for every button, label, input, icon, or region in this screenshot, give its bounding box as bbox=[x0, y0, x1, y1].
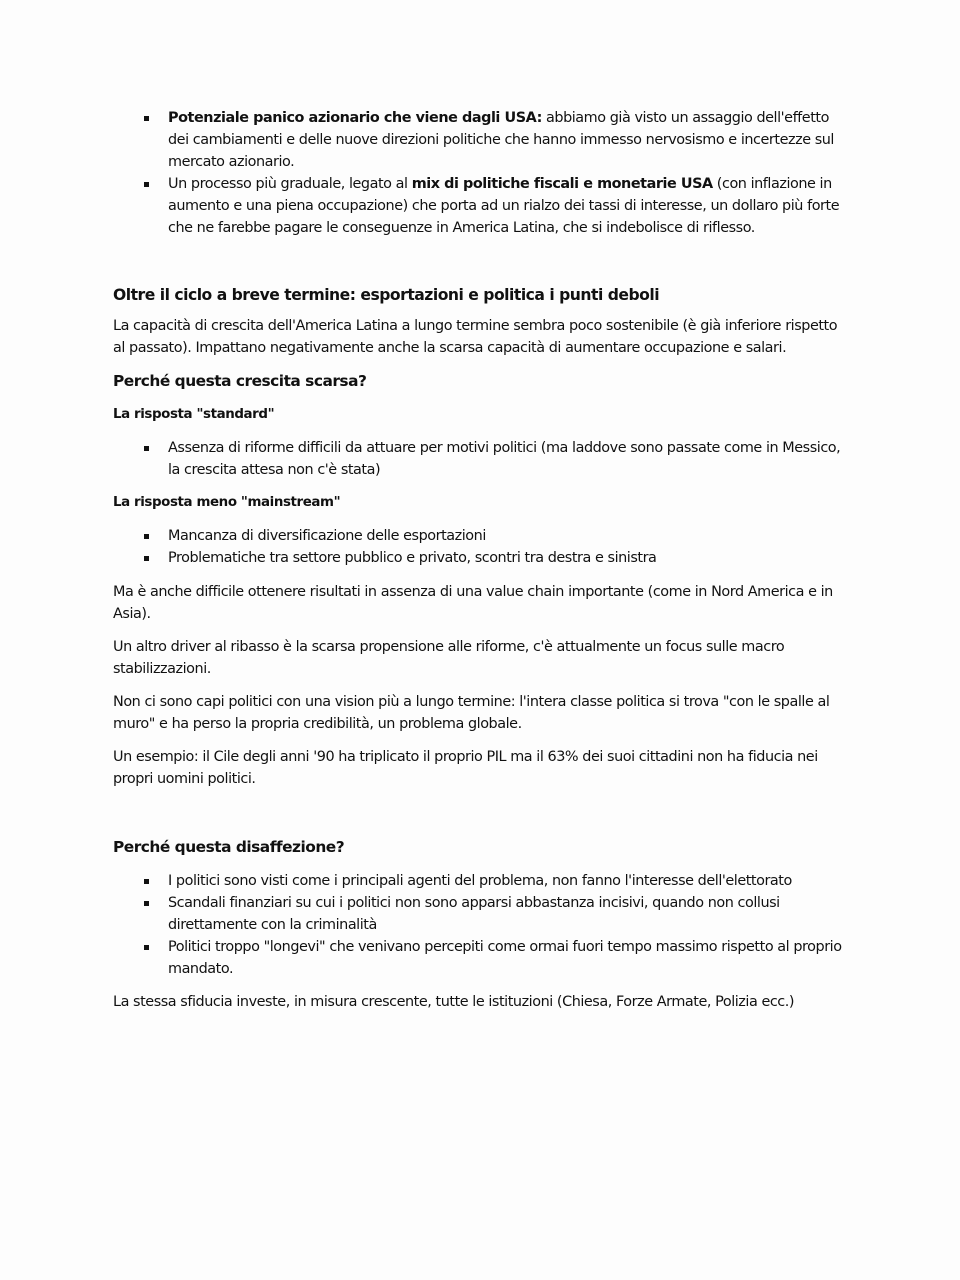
minor-heading-standard: La risposta "standard" bbox=[113, 407, 275, 422]
minor-heading-mainstream: La risposta meno "mainstream" bbox=[113, 495, 341, 510]
list-item: Assenza di riforme difficili da attuare per motivi politici (ma laddove sono passate come in Messico, la crescita attesa non c'è stata) bbox=[168, 437, 853, 481]
list-item bbox=[168, 173, 853, 239]
standard-bullet-list bbox=[113, 437, 853, 481]
bullet-bold-phrase: mix di politiche fiscali e monetarie USA bbox=[411, 176, 713, 192]
list-item bbox=[168, 107, 853, 173]
bullet-text: (con inflazione in aumento e una piena occupazione) che porta ad un rialzo dei tassi di interesse, un dollaro più forte che ne farebbe pagare le conseguenze in America Latina, che si indebolisce di riflesso. bbox=[168, 176, 840, 236]
list-item: Scandali finanziari su cui i politici non sono apparsi abbastanza incisivi, quando non collusi direttamente con la criminalità bbox=[168, 892, 853, 936]
bullet-bold-lead: Potenziale panico azionario che viene dagli USA: bbox=[168, 110, 542, 126]
disaffection-bullet-list bbox=[113, 870, 853, 980]
section-heading: Oltre il ciclo a breve termine: esportazioni e politica i punti deboli bbox=[113, 286, 660, 304]
list-item: Problematiche tra settore pubblico e privato, scontri tra destra e sinistra bbox=[168, 547, 853, 569]
document-content bbox=[113, 107, 853, 1013]
paragraph: Un altro driver al ribasso è la scarsa propensione alle riforme, c'è attualmente un focus sulle macro stabilizzazioni. bbox=[113, 639, 785, 677]
list-item: Mancanza di diversificazione delle esportazioni bbox=[168, 525, 853, 547]
list-item: I politici sono visti come i principali agenti del problema, non fanno l'interesse dell'elettorato bbox=[168, 870, 853, 892]
paragraph: La capacità di crescita dell'America Latina a lungo termine sembra poco sostenibile (è già inferiore rispetto al passato). Impattano negativamente anche la scarsa capacità di aumentare occupazione e salari. bbox=[113, 318, 838, 356]
list-item: Politici troppo "longevi" che venivano percepiti come ormai fuori tempo massimo rispetto al proprio mandato. bbox=[168, 936, 853, 980]
closing-paragraph: La stessa sfiducia investe, in misura crescente, tutte le istituzioni (Chiesa, Forze Armate, Polizia ecc.) bbox=[113, 994, 795, 1010]
subsection-heading: Perché questa crescita scarsa? bbox=[113, 372, 367, 390]
paragraph: Un esempio: il Cile degli anni '90 ha triplicato il proprio PIL ma il 63% dei suoi cittadini non ha fiducia nei propri uomini politici. bbox=[113, 749, 818, 787]
bullet-text: abbiamo già visto un assaggio dell'effetto dei cambiamenti e delle nuove direzioni politiche che hanno immesso nervosismo e incertezze sul mercato azionario. bbox=[168, 110, 834, 170]
intro-bullet-list bbox=[113, 107, 853, 239]
paragraph: Ma è anche difficile ottenere risultati in assenza di una value chain importante (come in Nord America e in Asia). bbox=[113, 584, 833, 622]
paragraph: Non ci sono capi politici con una vision più a lungo termine: l'intera classe politica si trova "con le spalle al muro" e ha perso la propria credibilità, un problema globale. bbox=[113, 694, 830, 732]
section-heading-disaffection: Perché questa disaffezione? bbox=[113, 838, 345, 856]
bullet-text-pre: Un processo più graduale, legato al bbox=[168, 176, 412, 192]
mainstream-bullet-list bbox=[113, 525, 853, 569]
